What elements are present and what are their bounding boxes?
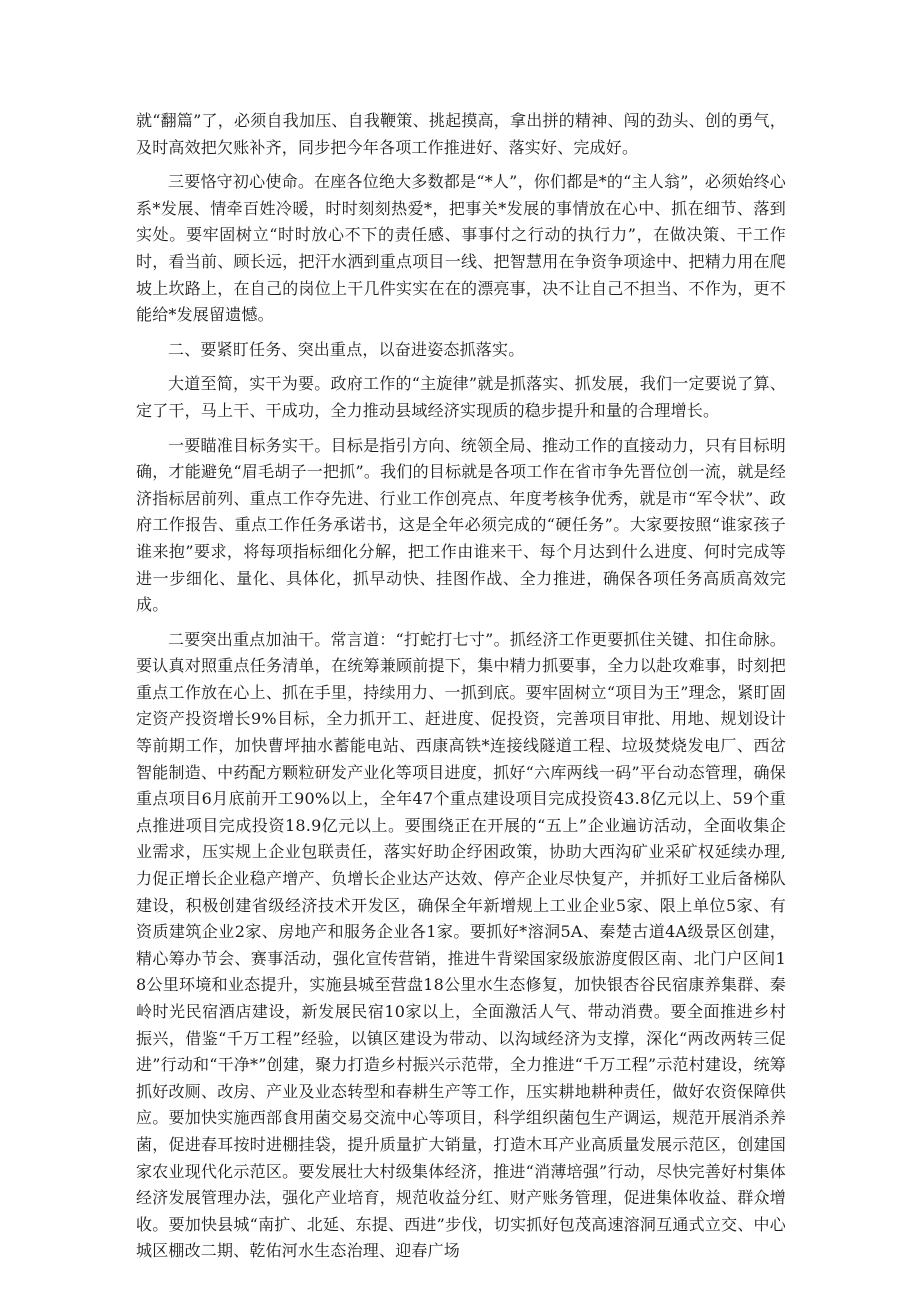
paragraph-4: 大道至简，实干为要。政府工作的“主旋律”就是抓落实、抓发展，我们一定要说了算、定了干，马上干、干成功，全力推动县域经济实现质的稳步提升和量的合理增长。 bbox=[136, 374, 786, 420]
document-page bbox=[136, 108, 786, 1273]
paragraph-2: 三要恪守初心使命。在座各位绝大多数都是“*人”，你们都是*的“主人翁”，必须始终心系*发展、情牵百姓冷暖，时时刻刻热爱*，把事关*发展的事情放在心中、抓在细节、落到实处。要牢固树立“时时放心不下的责任感、事事付之行动的执行力”，在做决策、干工作时，看当前、顾长远，把汗水洒到重点项目一线、把智慧用在争资争项途中、把精力用在爬坡上坎路上，在自己的岗位上干几件实实在在的漂亮事，决不让自己不担当、不作为，更不能给*发展留遗憾。 bbox=[136, 172, 786, 325]
paragraph-6: 二要突出重点加油干。常言道：“打蛇打七寸”。抓经济工作更要抓住关键、扣住命脉。要认真对照重点任务清单，在统筹兼顾前提下，集中精力抓要事，全力以赴攻难事，时刻把重点工作放在心上、抓在手里，持续用力、一抓到底。要牢固树立“项目为王”理念，紧盯固定资产投资增长9%目标，全力抓开工、赶进度、促投资，完善项目审批、用地、规划设计等前期工作，加快曹坪抽水蓄能电站、西康高铁*连接线隧道工程、垃圾焚烧发电厂、西岔智能制造、中药配方颗粒研发产业化等项目进度，抓好“六库两线一码”平台动态管理，确保重点项目6月底前开工90%以上，全年47个重点建设项目完成投资43.8亿元以上、59个重点推进项目完成投资18.9亿元以上。要围绕正在开展的“五上”企业遍访活动，全面收集企业需求，压实规上企业包联责任，落实好助企纾困政策，协助大西沟矿业采矿权延续办理,力促正增长企业稳产增产、负增长企业达产达效、停产企业尽快复产，并抓好工业后备梯队建设，积极创建省级经济技术开发区，确保全年新增规上工业企业5家、限上单位5家、有资质建筑企业2家、房地产和服务企业各1家。要抓好*溶洞5A、秦楚古道4A级景区创建，精心筹办节会、赛事活动，强化宣传营销，推进牛背梁国家级旅游度假区南、北门户区间18公里环境和业态提升，实施县城至营盘18公里水生态修复，加快银杏谷民宿康养集群、秦岭时光民宿酒店建设，新发展民宿10家以上，全面激活人气、带动消费。要全面推进乡村振兴，借鉴“千万工程”经验，以镇区建设为带动、以沟域经济为支撑，深化“两改两转三促进”行动和“干净*”创建，聚力打造乡村振兴示范带，全力推进“千万工程”示范村建设，统筹抓好改厕、改房、产业及业态转型和春耕生产等工作，压实耕地耕种责任，做好农资保障供应。要加快实施西部食用菌交易交流中心等项目，科学组织菌包生产调运，规范开展消杀养菌，促进春耳按时进棚挂袋，提升质量扩大销量，打造木耳产业高质量发展示范区，创建国家农业现代化示范区。要发展壮大村级集体经济，推进“消薄培强”行动，尽快完善好村集体经济发展管理办法，强化产业培育，规范收益分红、财产账务管理，促进集体收益、群众增收。要加快县城“南扩、北延、东提、西进”步伐，切实抓好包茂高速溶洞互通式立交、中心城区棚改二期、乾佑河水生态治理、迎春广场 bbox=[136, 629, 786, 1261]
paragraph-5: 一要瞄准目标务实干。目标是指引方向、统领全局、推动工作的直接动力，只有目标明确，才能避免“眉毛胡子一把抓”。我们的目标就是各项工作在省市争先晋位创一流，就是经济指标居前列、重点工作夺先进、行业工作创亮点、年度考核争优秀，就是市“军令状”、政府工作报告、重点工作任务承诺书，这是全年必须完成的“硬任务”。大家要按照“谁家孩子谁来抱”要求，将每项指标细化分解，把工作由谁来干、每个月达到什么进度、何时完成等进一步细化、量化、具体化，抓早动快、挂图作战、全力推进，确保各项任务高质高效完成。 bbox=[136, 435, 786, 615]
paragraph-1: 就“翻篇”了，必须自我加压、自我鞭策、挑起摸高，拿出拼的精神、闯的劲头、创的勇气，及时高效把欠账补齐，同步把今年各项工作推进好、落实好、完成好。 bbox=[136, 111, 786, 157]
section-heading: 二、要紧盯任务、突出重点，以奋进姿态抓落实。 bbox=[168, 339, 525, 359]
